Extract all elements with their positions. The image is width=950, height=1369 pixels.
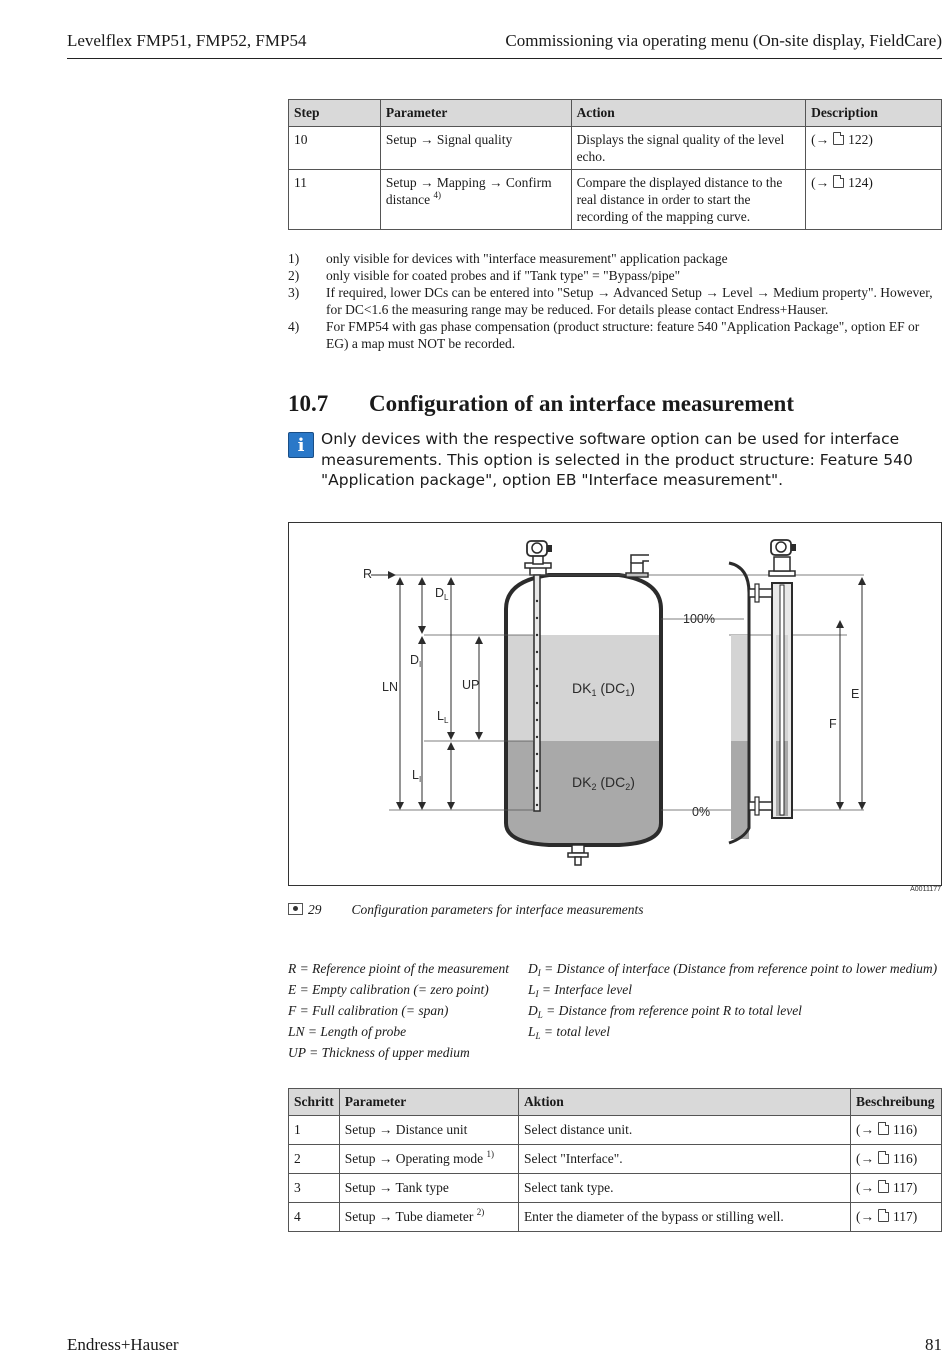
page-icon <box>878 1180 889 1193</box>
table-row <box>289 170 942 230</box>
table-row <box>289 127 942 170</box>
legend-item: $D_I$ = Distance of interface (Distance from reference point to lower medium) <box>528 961 938 978</box>
action-cell: Select "Interface". <box>518 1145 850 1174</box>
page-reference[interactable]: (→ 117) <box>855 1180 918 1195</box>
column-header: Step <box>289 100 381 127</box>
label-0-percent: 0% <box>692 805 711 819</box>
info-note: Only devices with the respective software option can be used for interface measurements. This option is selected in the product structure: Feature 540 "Application package", option EB "Interface measurement". <box>321 430 913 489</box>
step-cell: 2 <box>289 1145 340 1174</box>
parameter-cell: Setup → Operating mode $^{1)}$ <box>339 1145 518 1174</box>
steps-table <box>288 99 942 230</box>
action-cell: Enter the diameter of the bypass or stilling well. <box>518 1203 850 1232</box>
page-icon <box>878 1151 889 1164</box>
description-cell <box>850 1174 941 1203</box>
figure-id: A0011177 <box>910 886 941 893</box>
action-cell: Compare the displayed distance to the real distance in order to start the recording of the mapping curve. <box>571 170 806 230</box>
action-cell: Select tank type. <box>518 1174 850 1203</box>
header-chapter: Commissioning via operating menu (On-site display, FieldCare) <box>505 31 942 50</box>
description-cell <box>850 1116 941 1145</box>
step-cell: 1 <box>289 1116 340 1145</box>
legend-right <box>528 958 937 1042</box>
description-cell <box>806 170 942 230</box>
label-dk1: $DK_1$ $(DC_1)$ <box>572 680 635 698</box>
table-row <box>289 1174 942 1203</box>
header-rule <box>67 58 942 59</box>
table-header-row <box>289 100 942 127</box>
section-title: Configuration of an interface measurement <box>369 391 795 416</box>
footnote-marker: 4) <box>433 190 441 200</box>
parameter-cell: Setup → Mapping → Confirm distance $^{4)}$ <box>380 170 571 230</box>
page-reference[interactable]: (→ 116) <box>855 1122 918 1137</box>
parameter-cell: Setup → Signal quality <box>380 127 571 170</box>
info-icon: i <box>288 432 314 458</box>
parameter-cell: Setup → Tank type <box>339 1174 518 1203</box>
column-header: Aktion <box>518 1089 850 1116</box>
label-ln: LN <box>382 680 398 694</box>
header-product: Levelflex FMP51, FMP52, FMP54 <box>67 31 307 50</box>
legend-item: $L_I$ = Interface level <box>528 982 632 999</box>
page-icon <box>878 1209 889 1222</box>
legend-item: UP = Thickness of upper medium <box>288 1045 470 1060</box>
page-reference[interactable]: (→ 122) <box>811 132 873 147</box>
legend-item: R = Reference pioint of the measurement <box>288 961 510 976</box>
page-icon <box>878 1122 889 1135</box>
figure-number: 29 <box>308 902 322 917</box>
description-cell <box>850 1203 941 1232</box>
figure-caption <box>288 902 643 918</box>
table-row <box>289 1203 942 1232</box>
legend-item: E = Empty calibration (= zero point) <box>288 982 489 997</box>
footnotes <box>288 250 942 352</box>
footnote-marker: 1) <box>486 1149 494 1159</box>
footnote-marker: 2) <box>476 1207 485 1217</box>
label-ll: $L_L$ <box>437 709 449 725</box>
footnote: 2) only visible for coated probes and if "Tank type" = "Bypass/pipe" <box>288 268 681 283</box>
caption-text: Configuration parameters for interface measurements <box>351 902 644 917</box>
legend-left <box>288 958 509 1063</box>
parameter-cell: Setup → Distance unit <box>339 1116 518 1145</box>
column-header: Parameter <box>380 100 571 127</box>
legend-item: F = Full calibration (= span) <box>288 1003 449 1018</box>
label-100-percent: 100% <box>683 612 715 626</box>
column-header: Description <box>806 100 942 127</box>
page-reference[interactable]: (→ 124) <box>811 175 873 190</box>
label-up: UP <box>462 678 480 692</box>
step-cell: 4 <box>289 1203 340 1232</box>
column-header: Parameter <box>339 1089 518 1116</box>
description-cell <box>806 127 942 170</box>
footnote: 4) For FMP54 with gas phase compensation (product structure: feature 540 "Application Package", option EF or EG) a map must NOT be recorded. <box>288 319 920 351</box>
section-number: 10.7 <box>288 391 329 416</box>
footer-brand: Endress+Hauser <box>67 1335 179 1354</box>
column-header: Schritt <box>289 1089 340 1116</box>
step-cell: 10 <box>289 127 381 170</box>
label-r: R <box>363 567 373 581</box>
table-row <box>289 1145 942 1174</box>
page-reference[interactable]: (→ 117) <box>855 1209 918 1224</box>
action-cell: Select distance unit. <box>518 1116 850 1145</box>
label-f: F <box>829 717 837 731</box>
label-dl: $D_L$ <box>435 586 449 602</box>
interface-measurement-diagram <box>288 522 942 886</box>
page-icon <box>833 175 844 188</box>
label-dk2: $DK_2$ $(DC_2)$ <box>572 774 635 792</box>
page-icon <box>833 132 844 145</box>
parameter-cell: Setup → Tube diameter $^{2)}$ <box>339 1203 518 1232</box>
step-cell: 3 <box>289 1174 340 1203</box>
figure-icon <box>288 903 303 915</box>
table-row <box>289 1116 942 1145</box>
action-cell: Displays the signal quality of the level echo. <box>571 127 806 170</box>
label-e: E <box>851 687 860 701</box>
table-header-row <box>289 1089 942 1116</box>
step-cell: 11 <box>289 170 381 230</box>
probe <box>534 575 540 811</box>
footnote: 1) only visible for devices with "interface measurement" application package <box>288 251 728 266</box>
column-header: Beschreibung <box>850 1089 941 1116</box>
interface-config-table <box>288 1088 942 1232</box>
label-li: $L_I$ <box>412 768 422 784</box>
legend-item: LN = Length of probe <box>288 1024 407 1039</box>
column-header: Action <box>571 100 806 127</box>
page-reference[interactable]: (→ 116) <box>855 1151 918 1166</box>
label-di: $D_I$ <box>410 653 422 669</box>
footnote: 3) If required, lower DCs can be entered into "Setup → Advanced Setup → Level → Medium property". However, for DC<1.6 the measuring range may be reduced. For details please contact Endress+Hauser. <box>288 285 933 317</box>
page-number: 81 <box>925 1335 942 1354</box>
description-cell <box>850 1145 941 1174</box>
legend-item: $L_L$ = total level <box>528 1024 610 1041</box>
lower-medium <box>499 741 669 851</box>
legend-item: $D_L$ = Distance from reference point R to total level <box>528 1003 802 1020</box>
